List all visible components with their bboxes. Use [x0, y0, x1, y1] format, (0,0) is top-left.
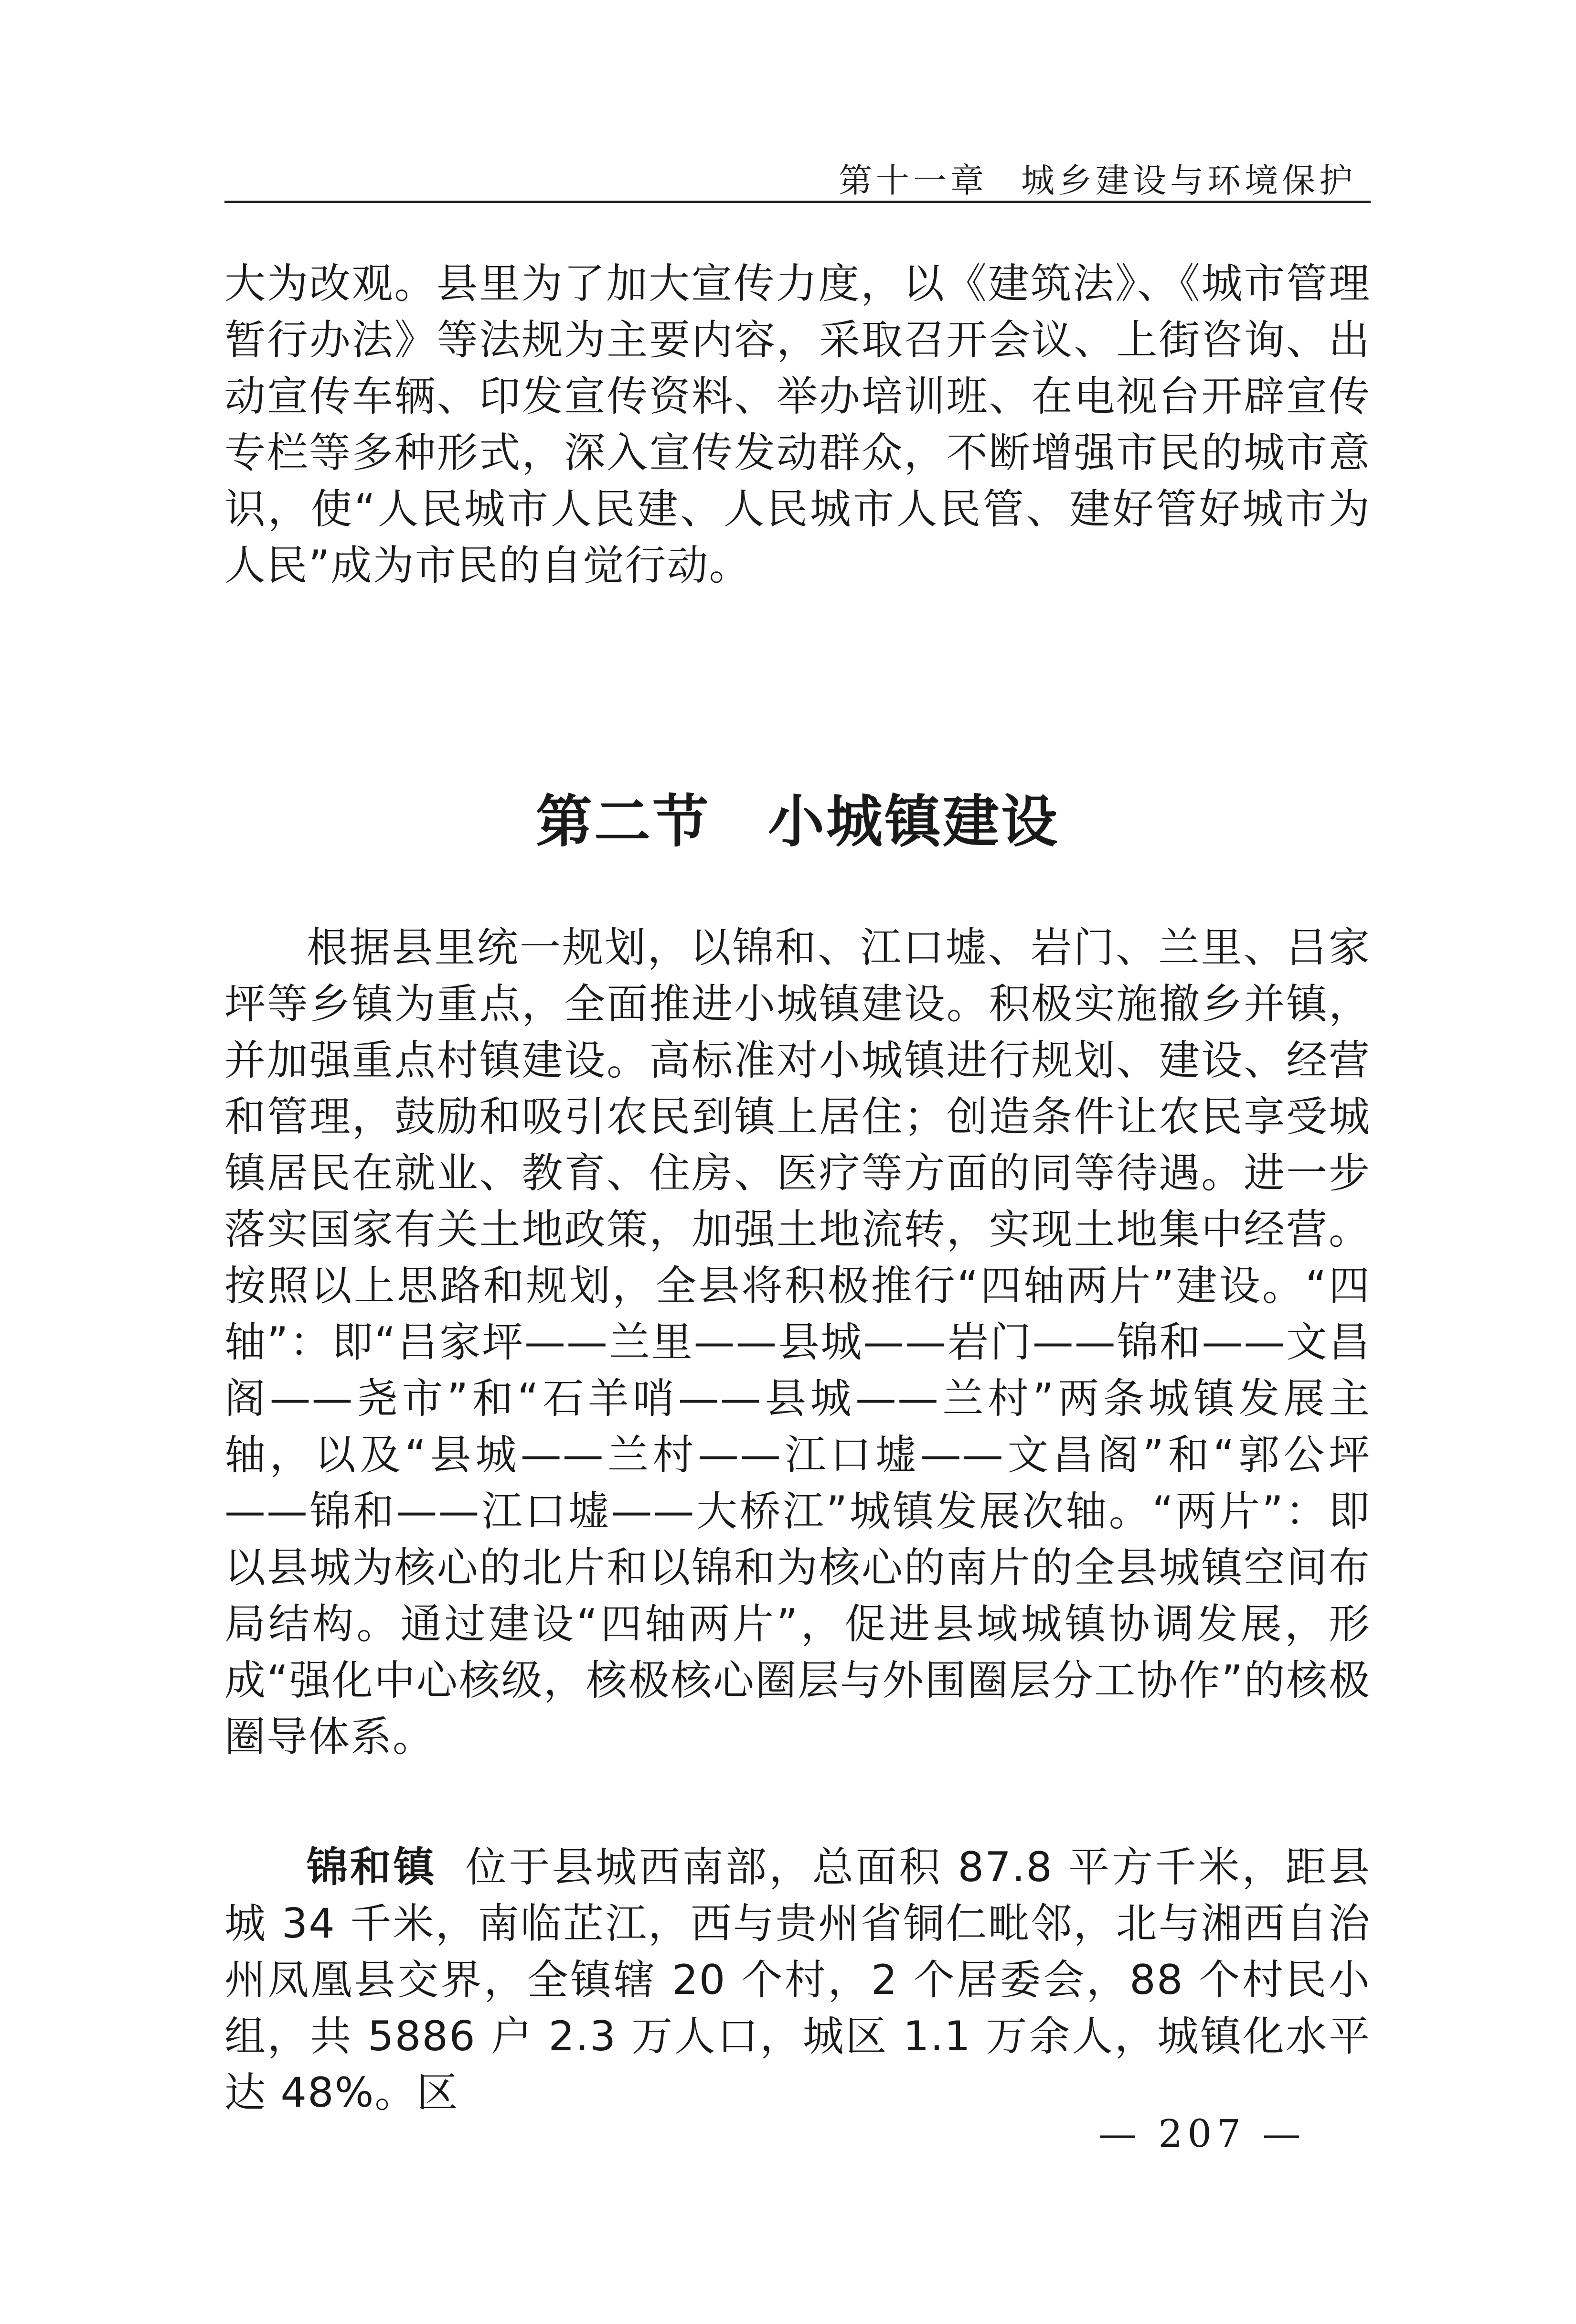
running-header	[224, 148, 1371, 203]
entry-block	[224, 1839, 1371, 2121]
section-body	[224, 920, 1371, 1765]
entry-term: 锦和镇	[307, 1843, 437, 1891]
section-title: 小城镇建设	[768, 789, 1060, 855]
header-text	[839, 154, 1356, 202]
section-paragraph: 根据县里统一规划，以锦和、江口墟、岩门、兰里、吕家坪等乡镇为重点，全面推进小城镇建设。积极实施撤乡并镇，并加强重点村镇建设。高标准对小城镇进行规划、建设、经营和管理，鼓励和吸引农民到镇上居住；创造条件让农民享受城镇居民在就业、教育、住房、医疗等方面的同等待遇。进一步落实国家有关土地政策，加强土地流转，实现土地集中经营。按照以上思路和规划，全县将积极推行“四轴两片”建设。“四轴”：即“吕家坪——兰里——县城——岩门——锦和——文昌阁——尧市”和“石羊哨——县城——兰村”两条城镇发展主轴，以及“县城——兰村——江口墟——文昌阁”和“郭公坪——锦和——江口墟——大桥江”城镇发展次轴。“两片”：即以县城为核心的北片和以锦和为核心的南片的全县城镇空间布局结构。通过建设“四轴两片”，促进县域城镇协调发展，形成“强化中心核级，核极核心圈层与外围圈层分工协作”的核极圈导体系。	[224, 924, 1371, 1761]
section-number: 第二节	[535, 789, 711, 855]
header-chapter-title: 城乡建设与环境保护	[1021, 161, 1356, 200]
continuation-block	[224, 256, 1371, 594]
page-number: — 207 —	[1098, 2111, 1306, 2156]
entry-text: 位于县城西南部，总面积 87.8 平方千米，距县城 34 千米，南临芷江，西与贵州省铜仁毗邻，北与湘西自治州凤凰县交界，全镇辖 20 个村，2 个居委会，88 个村民小组，共 5886 户 2.3 万人口，城区 1.1 万余人，城镇化水平达 48%。区	[224, 1843, 1371, 2117]
header-chapter: 第十一章	[839, 161, 988, 200]
continuation-paragraph: 大为改观。县里为了加大宣传力度，以《建筑法》、《城市管理暂行办法》等法规为主要内容，采取召开会议、上街咨询、出动宣传车辆、印发宣传资料、举办培训班、在电视台开辟宣传专栏等多种形式，深入宣传发动群众，不断增强市民的城市意识，使“人民城市人民建、人民城市人民管、建好管好城市为人民”成为市民的自觉行动。	[224, 260, 1371, 589]
section-heading	[224, 776, 1371, 857]
entry-paragraph	[224, 1839, 1371, 2121]
